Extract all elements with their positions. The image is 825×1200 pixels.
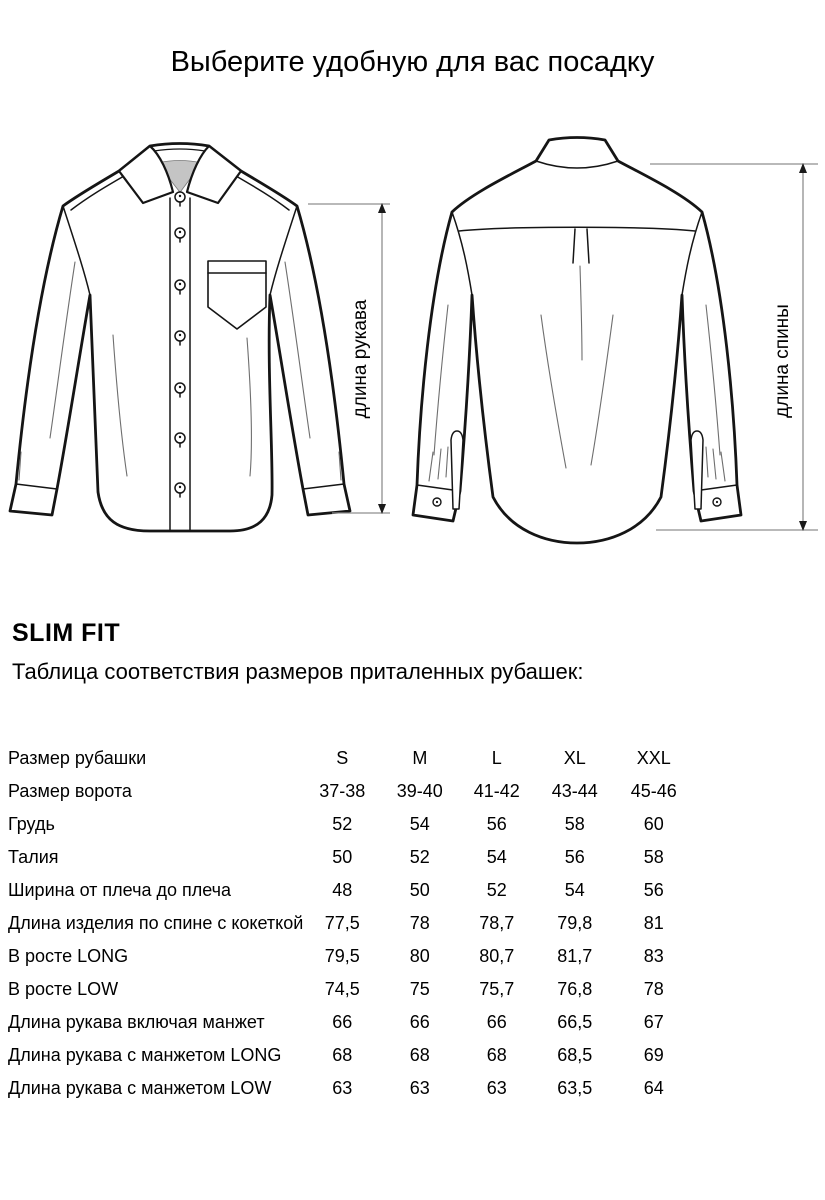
size-table-row xyxy=(8,775,693,808)
measurement-value: 50 xyxy=(332,847,353,867)
fit-heading: SLIM FIT xyxy=(12,619,121,647)
size-column-header: L xyxy=(491,748,502,768)
measurement-value: 68 xyxy=(332,1045,353,1065)
size-column-header: XL xyxy=(563,748,586,768)
measurement-label: Длина изделия по спине с кокеткой xyxy=(8,913,304,933)
measurement-value: 43-44 xyxy=(551,781,598,801)
measurement-value: 56 xyxy=(643,880,664,900)
size-table-row xyxy=(8,1006,693,1039)
measurement-value: 56 xyxy=(486,814,507,834)
size-table-body xyxy=(8,775,693,1105)
size-column-header: M xyxy=(412,748,428,768)
measurement-value: 66 xyxy=(486,1012,507,1032)
measurement-value: 66 xyxy=(409,1012,430,1032)
measurement-value: 48 xyxy=(332,880,353,900)
measurement-label: В росте LOW xyxy=(8,979,119,999)
measurement-value: 68,5 xyxy=(557,1045,593,1065)
size-column-header: S xyxy=(336,748,349,768)
measurement-value: 74,5 xyxy=(324,979,360,999)
measurement-value: 68 xyxy=(486,1045,507,1065)
measurement-value: 41-42 xyxy=(473,781,520,801)
measurement-value: 80,7 xyxy=(479,946,515,966)
measurement-value: 66,5 xyxy=(557,1012,593,1032)
size-table-row xyxy=(8,841,693,874)
size-table-row xyxy=(8,1039,693,1072)
measurement-value: 78 xyxy=(643,979,664,999)
measurement-value: 75,7 xyxy=(479,979,515,999)
measurement-value: 78 xyxy=(409,913,430,933)
measurement-value: 50 xyxy=(409,880,430,900)
measurement-label: Размер ворота xyxy=(8,781,132,801)
measurement-value: 54 xyxy=(409,814,430,834)
measurement-value: 67 xyxy=(643,1012,664,1032)
measurement-value: 79,8 xyxy=(557,913,593,933)
measurement-value: 58 xyxy=(564,814,585,834)
measurement-value: 68 xyxy=(409,1045,430,1065)
measurement-value: 80 xyxy=(409,946,430,966)
measurement-value: 58 xyxy=(643,847,664,867)
size-table-row xyxy=(8,940,693,973)
measurement-value: 60 xyxy=(643,814,664,834)
measurement-label: Грудь xyxy=(8,814,55,834)
fit-subtitle: Таблица соответствия размеров приталенных рубашек: xyxy=(12,659,584,684)
measurement-value: 66 xyxy=(332,1012,353,1032)
sleeve-length-label: длина рукава xyxy=(350,299,371,419)
measurement-value: 56 xyxy=(564,847,585,867)
measurement-value: 54 xyxy=(564,880,585,900)
measurement-value: 75 xyxy=(409,979,430,999)
measurement-value: 52 xyxy=(486,880,507,900)
measurement-label: В росте LONG xyxy=(8,946,129,966)
back-shirt-outline xyxy=(413,138,741,544)
size-table-row xyxy=(8,973,693,1006)
measurement-value: 69 xyxy=(643,1045,664,1065)
size-table-corner-label: Размер рубашки xyxy=(8,748,147,768)
measurement-value: 78,7 xyxy=(479,913,515,933)
size-table-header-row xyxy=(8,742,693,775)
measurement-value: 79,5 xyxy=(324,946,360,966)
measurement-value: 83 xyxy=(643,946,664,966)
measurement-value: 52 xyxy=(332,814,353,834)
measurement-label: Длина рукава включая манжет xyxy=(8,1012,265,1032)
shirt-measurement-diagram xyxy=(0,130,825,580)
measurement-label: Длина рукава с манжетом LONG xyxy=(8,1045,282,1065)
measurement-value: 76,8 xyxy=(557,979,593,999)
measurement-value: 45-46 xyxy=(630,781,677,801)
measurement-label: Талия xyxy=(8,847,59,867)
measurement-value: 52 xyxy=(409,847,430,867)
measurement-value: 81 xyxy=(643,913,664,933)
page-title: Выберите удобную для вас посадку xyxy=(170,46,655,78)
measurement-value: 63 xyxy=(332,1078,353,1098)
measurement-value: 81,7 xyxy=(557,946,593,966)
size-column-header: XXL xyxy=(636,748,671,768)
size-table xyxy=(8,742,693,1105)
back-length-label: длина спины xyxy=(772,304,793,418)
measurement-label: Ширина от плеча до плеча xyxy=(8,880,232,900)
measurement-value: 39-40 xyxy=(396,781,443,801)
measurement-label: Длина рукава с манжетом LOW xyxy=(8,1078,272,1098)
measurement-value: 37-38 xyxy=(319,781,366,801)
shirt-front-drawing xyxy=(10,144,350,532)
measurement-value: 64 xyxy=(643,1078,664,1098)
size-table-row xyxy=(8,1072,693,1105)
size-table-row xyxy=(8,907,693,940)
measurement-value: 54 xyxy=(486,847,507,867)
measurement-value: 63 xyxy=(409,1078,430,1098)
measurement-value: 77,5 xyxy=(324,913,360,933)
shirt-back-drawing xyxy=(413,138,741,544)
size-table-row xyxy=(8,808,693,841)
measurement-value: 63 xyxy=(486,1078,507,1098)
size-table-row xyxy=(8,874,693,907)
measurement-value: 63,5 xyxy=(557,1078,593,1098)
